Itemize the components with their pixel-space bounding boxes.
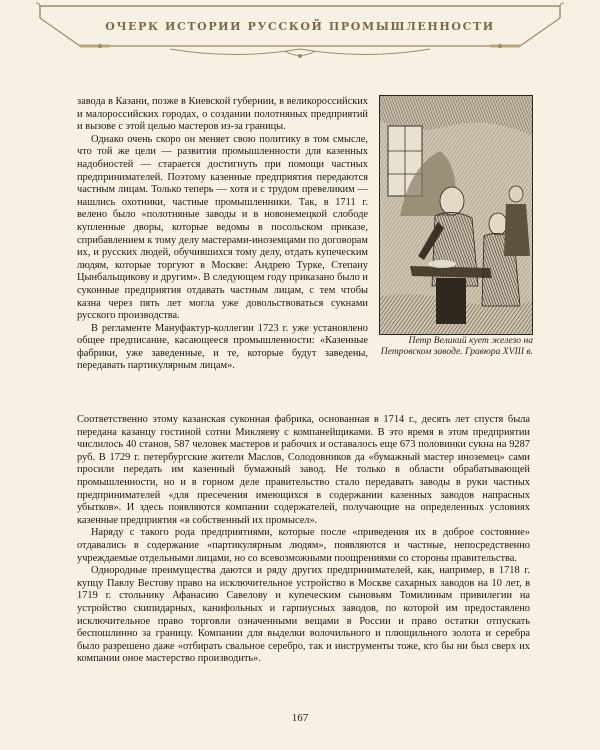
page-number: 167 bbox=[291, 712, 309, 724]
paragraph: Наряду с такого рода предприятиями, которые после «приведения их в доброе состояние» отдавались в содержание «партикулярным людям», появляются и частные, непосредственно учреждаемые отдельными лицами, но со всевозможными поощрениями со стороны правительства. bbox=[77, 527, 530, 564]
page-header bbox=[0, 0, 600, 64]
forge-scene-image bbox=[380, 96, 532, 334]
paragraph: Соответственно этому казанская суконная фабрика, основанная в 1714 г., десять лет спустя была передана казанцу гостиной сотни Микляеву с компанейщиками. В это время в этом предприятии числилось 40 станов, 587 человек мастеров и рабочих и оставалось еще 673 половинки сукна на 9287 руб. В 1729 г. петербургские жители Маслов, Солодовников да «бумажный мастер иноземец» сами просили передать им казенный бумажный завод. Не только в области обрабатывающей промышленности, но и в горном деле правительство стало передавать заводы в руки частных предпринимателей «для пресечения имеющихся в содержании казенных заводов напрасных убытков». И здесь появляются компании содержателей, получающие на определенных условиях казенные предприятия «в собственный их промысел». bbox=[77, 414, 530, 526]
illustration-caption: Петр Великий кует железо на Петровском заводе. Гравюра XVIII в. bbox=[380, 335, 533, 358]
paragraph: Однородные преимущества даются и ряду других предпринимателей, как, например, в 1718 г. купцу Павлу Вестову право на исключительное устройство в Москве сахарных заводов на 10 лет, в 1719 г. стольнику Афанасию Савелову и купеческим сыновьям Томилиным привилегии на устройство скипидарных, канифольных и гарпиусных заводов, по которой им предоставлено исключительное право торговли означенными вещами в России и право остатки отпускать беспошлинно за границу. Компании для выделки волочильного и плющильного золота и серебра было разрешено даже «отбирать свальное серебро, так и инструменты тоже, кто бы ни был сверх их компании оное мастерство производить». bbox=[77, 565, 530, 665]
paragraph: В регламенте Мануфактур-коллегии 1723 г. уже установлено общее предписание, касающееся промышленности: «Казенные фабрики, уже заведенные, и те, которые будут заведены, передавать партикулярным лицам». bbox=[77, 322, 368, 372]
paragraph: завода в Казани, позже в Киевской губернии, в великороссийских и малороссийских городах, о создании полотняных предприятий и вызове с этой целью мастеров из-за границы. bbox=[77, 96, 368, 133]
full-width-text bbox=[77, 414, 530, 666]
running-head: ОЧЕРК ИСТОРИИ РУССКОЙ ПРОМЫШЛЕННОСТИ bbox=[105, 20, 495, 33]
paragraph: Однако очень скоро он меняет свою политику в том смысле, что той же цели — развития промышленности для казенных надобностей — старается достигнуть при помощи частных предпринимателей. Поэтому казенные предприятия передаются частным лицам. Только теперь — хотя и с трудом превеликим — нашлись охотники, частные промышленники. Так, в 1711 г. велено было «полотняные заводы и в новонемецкой слободе купленные дворы, которые ведомы в посольском приказе, сприбавлением к тому делу мастерами-иноземцами по договорам их, и русских людей, обучившихся тому делу, отдать купеческим людям, которые торгуют в Москве: Андрею Турке, Степану Цынбальщикову и другим». В следующем году приказано было и суконные предприятия отдавать частным лицам, с тем чтобы казна через пять лет могла уже довольствоваться сукнами русского производства. bbox=[77, 133, 368, 322]
column-text bbox=[77, 96, 368, 373]
engraving-illustration bbox=[379, 95, 533, 335]
